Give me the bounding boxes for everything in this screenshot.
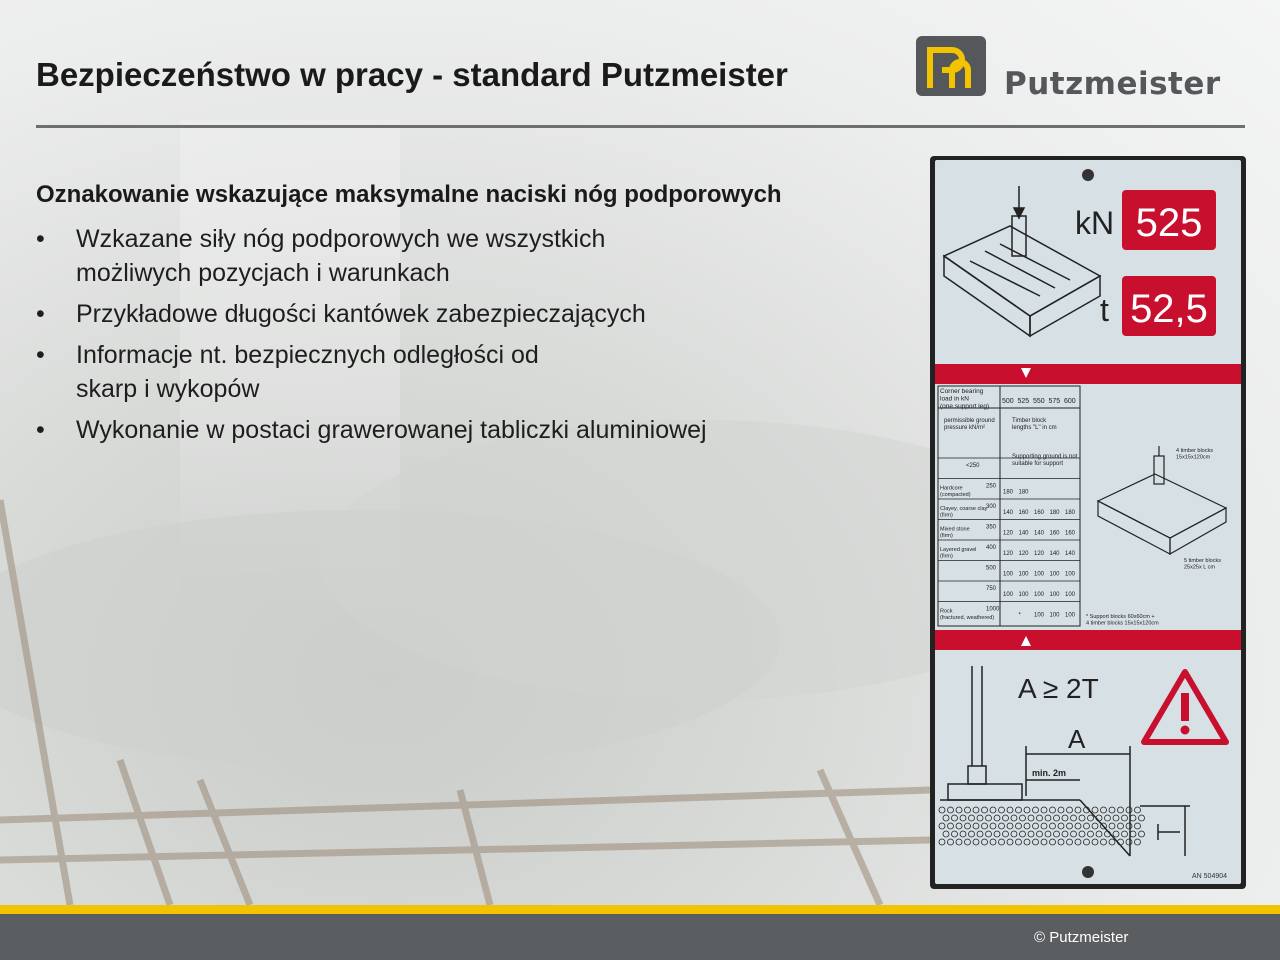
block-note-top: 4 timber blocks 15x15x120cm [1176,448,1213,461]
pressure-label: permissible ground pressure kN/m² [944,418,995,431]
soil-type: Rock (fractured, weathered) [940,608,995,621]
timber-length-cell: 100 [1003,571,1014,578]
bullet-item [36,222,896,290]
timber-length-cell: 100 [1049,571,1060,578]
timber-length-cell: * [1018,612,1021,619]
timber-length-cell: 160 [1034,510,1045,516]
distance-label: A [1068,724,1086,754]
bullet-dot: • [36,225,45,253]
soil-type: Hardcore (compacted) [940,485,971,498]
pressure-value: 350 [986,524,997,531]
force-value: 525 [1135,201,1203,245]
bullet-text: Informacje nt. bezpiecznych odległości od skarp i wykopów [76,341,539,403]
bullet-text: Przykładowe długości kantówek zabezpieczających [76,300,646,328]
timber-length-cell: 120 [1018,551,1029,557]
timber-length-cell: 100 [1034,612,1045,619]
timber-length-cell: 180 [1065,510,1076,516]
timber-length-cell: 100 [1049,612,1060,619]
slide-title: Bezpieczeństwo w pracy - standard Putzmeister [36,56,788,93]
min-distance: min. 2m [1032,768,1067,778]
timber-length-cell: 120 [1034,551,1045,557]
timber-length-cell: 100 [1018,592,1029,598]
copyright: © Putzmeister [1034,929,1129,946]
timber-length-cell: 160 [1065,530,1076,537]
mass-unit: t [1100,292,1109,328]
footer-accent-stripe [0,905,1280,914]
bullet-text: Wzkazane siły nóg podporowych we wszystkich możliwych pozycjach i warunkach [76,225,606,287]
distance-formula: A ≥ 2T [1018,673,1099,704]
timber-length-cell: 140 [1018,530,1029,537]
pressure-value: 1000 [986,606,1000,613]
timber-length-cell: 140 [1049,551,1060,557]
pressure-value: 750 [986,586,997,592]
bullet-dot: • [36,300,45,328]
logo-mark-icon [916,36,988,98]
mass-value: 52,5 [1130,287,1208,331]
bullet-item [36,297,896,331]
timber-length-cell: 100 [1049,592,1060,598]
load-column-header: 575 [1048,398,1061,405]
load-column-header: 600 [1064,398,1076,405]
unsuitable-note: Supporting ground is not suitable for support [1012,454,1078,467]
timber-length-cell: 120 [1003,551,1014,557]
aluminium-plate-photo [930,156,1246,889]
timber-length-cell: 100 [1034,571,1045,578]
timber-length-cell: 140 [1065,551,1076,557]
pressure-value: 400 [986,545,997,551]
pressure-value: <250 [966,463,980,469]
bullet-dot: • [36,341,45,369]
timber-length-cell: 160 [1049,530,1060,537]
bullet-dot: • [36,416,45,444]
pressure-value: 250 [986,483,997,490]
force-unit: kN [1075,205,1115,241]
bullet-item [36,338,896,406]
pressure-value: 300 [986,504,997,510]
screw-icon [1082,866,1094,878]
plate [930,156,1246,889]
timber-length-cell: 100 [1034,592,1045,598]
timber-length-cell: 100 [1065,612,1076,619]
red-band-2 [935,630,1241,650]
support-note: * Support blocks 60x60cm + 4 timber blocks 15x15x120cm [1086,614,1159,627]
block-note-bottom: 5 timber blocks 25x25x L cm [1184,558,1221,571]
timber-length-cell: 180 [1003,489,1014,496]
timber-length-cell: 180 [1018,489,1029,496]
timber-label: Timber block lengths "L" in cm [1012,418,1057,431]
screw-icon [1082,169,1094,181]
title-divider [36,125,1245,128]
load-column-header: 550 [1033,398,1045,405]
soil-type: Mixed stone (firm) [940,526,970,539]
soil-type: Layered gravel (firm) [940,547,977,560]
bullet-item [36,413,896,447]
bullet-text: Wykonanie w postaci grawerowanej tabliczki aluminiowej [76,416,707,444]
soil-type: Clayey, coarse clay (firm) [940,506,988,519]
load-column-header: 500 [1002,398,1014,405]
red-band-1 [935,364,1241,384]
timber-length-cell: 100 [1065,592,1076,598]
logo-text: Putzmeister [1004,66,1221,102]
timber-length-cell: 100 [1003,592,1014,598]
timber-length-cell: 180 [1049,510,1060,516]
bullet-list [36,222,896,454]
timber-length-cell: 140 [1003,510,1014,516]
timber-length-cell: 120 [1003,530,1014,537]
timber-length-cell: 140 [1034,530,1045,537]
timber-length-cell: 100 [1065,571,1076,578]
serial-number: AN 504904 [1192,873,1228,880]
table-header-label: Corner bearing load in kN (one support leg) [940,388,990,410]
pressure-value: 500 [986,565,997,572]
slide-subtitle: Oznakowanie wskazujące maksymalne naciski nóg podporowych [36,181,782,208]
timber-length-cell: 100 [1018,571,1029,578]
timber-length-cell: 160 [1018,510,1029,516]
load-column-header: 525 [1017,398,1030,405]
